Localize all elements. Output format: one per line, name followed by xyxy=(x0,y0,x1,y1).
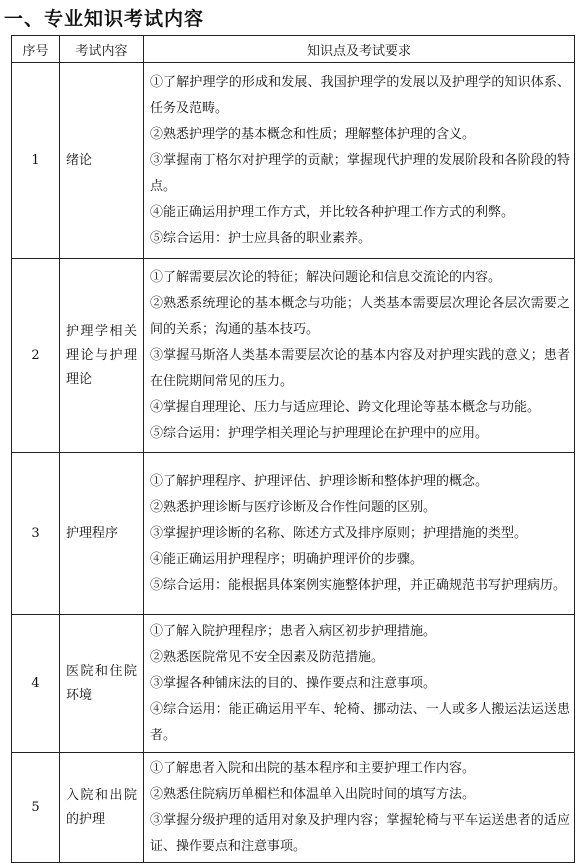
knowledge-point: ⑤综合运用：护理学相关理论与护理理论在护理中的应用。 xyxy=(150,425,489,441)
row-topic: 绪论 xyxy=(60,63,144,259)
knowledge-point: ①了解患者入院和出院的基本程序和主要护理工作内容。 xyxy=(150,760,476,776)
row-number: 4 xyxy=(12,615,60,753)
knowledge-point: ①了解需要层次论的特征；解决问题论和信息交流论的内容。 xyxy=(150,269,502,285)
row-points xyxy=(144,63,575,259)
knowledge-point: ②熟悉医院常见不安全因素及防范措施。 xyxy=(150,649,385,665)
knowledge-point: ③掌握分级护理的适用对象及护理内容；掌握轮椅与平车运送患者的适应证、操作要点和注意事项。 xyxy=(150,812,570,854)
table-row xyxy=(12,615,575,753)
knowledge-point: ⑤综合运用：护士应具备的职业素养。 xyxy=(150,230,372,246)
knowledge-point: ④综合运用：能正确运用平车、轮椅、挪动法、一人或多人搬运法运送患者。 xyxy=(150,701,570,743)
row-points xyxy=(144,615,575,753)
row-topic: 医院和住院环境 xyxy=(60,615,144,753)
header-topic: 考试内容 xyxy=(60,36,144,63)
row-number: 5 xyxy=(12,753,60,863)
row-points xyxy=(144,453,575,615)
row-topic: 护理程序 xyxy=(60,453,144,615)
table-row xyxy=(12,453,575,615)
row-points xyxy=(144,259,575,453)
knowledge-point: ②熟悉系统理论的基本概念与功能；人类基本需要层次理论各层次需要之间的关系；沟通的基本技巧。 xyxy=(150,295,570,337)
knowledge-point: ③掌握马斯洛人类基本需要层次论的基本内容及对护理实践的意义；患者在住院期间常见的压力。 xyxy=(150,347,570,389)
knowledge-point: ③掌握南丁格尔对护理学的贡献；掌握现代护理的发展阶段和各阶段的特点。 xyxy=(150,152,570,194)
table-row xyxy=(12,259,575,453)
knowledge-point: ⑤综合运用：能根据具体案例实施整体护理，并正确规范书写护理病历。 xyxy=(150,577,567,593)
header-points: 知识点及考试要求 xyxy=(144,36,575,63)
header-number: 序号 xyxy=(12,36,60,63)
row-topic: 护理学相关理论与护理理论 xyxy=(60,259,144,453)
knowledge-point: ②熟悉住院病历单楣栏和体温单入出院时间的填写方法。 xyxy=(150,786,476,802)
row-number: 1 xyxy=(12,63,60,259)
table-row xyxy=(12,63,575,259)
knowledge-point: ①了解护理程序、护理评估、护理诊断和整体护理的概念。 xyxy=(150,473,489,489)
knowledge-point: ④能正确运用护理程序；明确护理评价的步骤。 xyxy=(150,551,424,567)
knowledge-point: ①了解护理学的形成和发展、我国护理学的发展以及护理学的知识体系、任务及范畴。 xyxy=(150,74,570,116)
knowledge-point: ②熟悉护理学的基本概念和性质；理解整体护理的含义。 xyxy=(150,126,476,142)
table-row xyxy=(12,753,575,863)
row-number: 3 xyxy=(12,453,60,615)
row-points xyxy=(144,753,575,863)
knowledge-point: ③掌握各种铺床法的目的、操作要点和注意事项。 xyxy=(150,675,437,691)
row-topic: 入院和出院的护理 xyxy=(60,753,144,863)
knowledge-point: ②熟悉护理诊断与医疗诊断及合作性问题的区别。 xyxy=(150,499,437,515)
knowledge-point: ③掌握护理诊断的名称、陈述方式及排序原则；护理措施的类型。 xyxy=(150,525,528,541)
knowledge-point: ④能正确运用护理工作方式，并比较各种护理工作方式的利弊。 xyxy=(150,204,515,220)
row-number: 2 xyxy=(12,259,60,453)
knowledge-point: ④掌握自理理论、压力与适应理论、跨文化理论等基本概念与功能。 xyxy=(150,399,541,415)
exam-content-table xyxy=(11,35,575,863)
section-heading: 一、专业知识考试内容 xyxy=(4,8,205,30)
table-header-row xyxy=(12,36,575,63)
knowledge-point: ①了解入院护理程序；患者入病区初步护理措施。 xyxy=(150,623,437,639)
